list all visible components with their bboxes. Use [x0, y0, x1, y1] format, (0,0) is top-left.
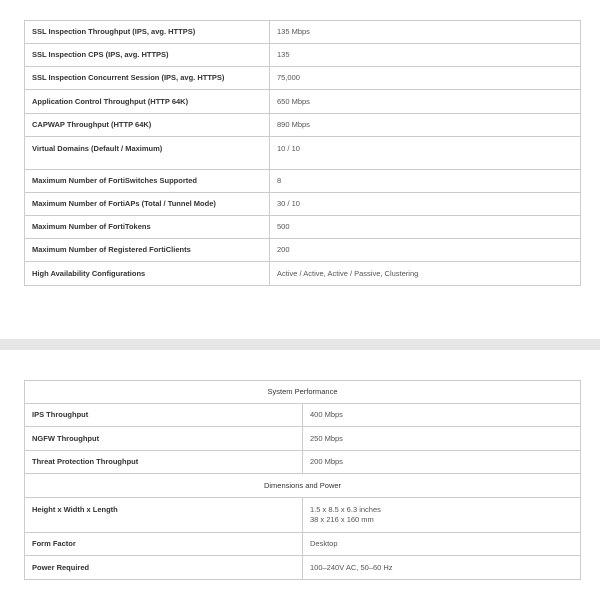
row-value: Active / Active, Active / Passive, Clustering	[270, 262, 581, 286]
table-row	[25, 137, 581, 170]
dimensions-inches: 1.5 x 8.5 x 6.3 inches	[310, 505, 381, 514]
row-label: Maximum Number of FortiAPs (Total / Tunnel Mode)	[25, 193, 270, 216]
table-row	[25, 556, 581, 580]
table-row	[25, 114, 581, 137]
row-label: Application Control Throughput (HTTP 64K)	[25, 90, 270, 114]
row-label: Threat Protection Throughput	[25, 451, 303, 474]
row-value: 8	[270, 170, 581, 193]
section-header-row	[25, 474, 581, 498]
row-value: 100–240V AC, 50–60 Hz	[303, 556, 581, 580]
table-row	[25, 262, 581, 286]
table-row	[25, 193, 581, 216]
row-label: Form Factor	[25, 533, 303, 556]
table-row	[25, 216, 581, 239]
row-label: IPS Throughput	[25, 404, 303, 427]
row-value: 890 Mbps	[270, 114, 581, 137]
section-title-system-performance: System Performance	[25, 381, 581, 404]
table-row	[25, 427, 581, 451]
row-value: 250 Mbps	[303, 427, 581, 451]
row-label: SSL Inspection Concurrent Session (IPS, avg. HTTPS)	[25, 67, 270, 90]
row-label: Maximum Number of Registered FortiClients	[25, 239, 270, 262]
row-value: 30 / 10	[270, 193, 581, 216]
row-label: NGFW Throughput	[25, 427, 303, 451]
row-value: 500	[270, 216, 581, 239]
row-label: Virtual Domains (Default / Maximum)	[25, 137, 270, 170]
row-value: 200	[270, 239, 581, 262]
table-row	[25, 170, 581, 193]
row-label: Maximum Number of FortiTokens	[25, 216, 270, 239]
page-divider	[0, 339, 600, 350]
table-row	[25, 21, 581, 44]
section-header-row	[25, 381, 581, 404]
table-row	[25, 533, 581, 556]
row-label: Height x Width x Length	[25, 498, 303, 533]
row-value: 135	[270, 44, 581, 67]
section-title-dimensions-power: Dimensions and Power	[25, 474, 581, 498]
row-value: 10 / 10	[270, 137, 581, 170]
row-label: Power Required	[25, 556, 303, 580]
row-label: SSL Inspection Throughput (IPS, avg. HTTPS)	[25, 21, 270, 44]
row-value: Desktop	[303, 533, 581, 556]
spec-table-top	[24, 20, 581, 286]
row-label: SSL Inspection CPS (IPS, avg. HTTPS)	[25, 44, 270, 67]
row-value: 200 Mbps	[303, 451, 581, 474]
row-label: Maximum Number of FortiSwitches Supported	[25, 170, 270, 193]
row-value	[303, 498, 581, 533]
row-value: 650 Mbps	[270, 90, 581, 114]
table-row	[25, 404, 581, 427]
table-row	[25, 239, 581, 262]
spec-table-bottom	[24, 380, 581, 580]
table-row	[25, 67, 581, 90]
table-row	[25, 451, 581, 474]
table-row	[25, 498, 581, 533]
row-label: CAPWAP Throughput (HTTP 64K)	[25, 114, 270, 137]
row-value: 75,000	[270, 67, 581, 90]
row-label: High Availability Configurations	[25, 262, 270, 286]
dimensions-mm: 38 x 216 x 160 mm	[310, 515, 374, 524]
row-value: 400 Mbps	[303, 404, 581, 427]
table-row	[25, 90, 581, 114]
table-row	[25, 44, 581, 67]
row-value: 135 Mbps	[270, 21, 581, 44]
